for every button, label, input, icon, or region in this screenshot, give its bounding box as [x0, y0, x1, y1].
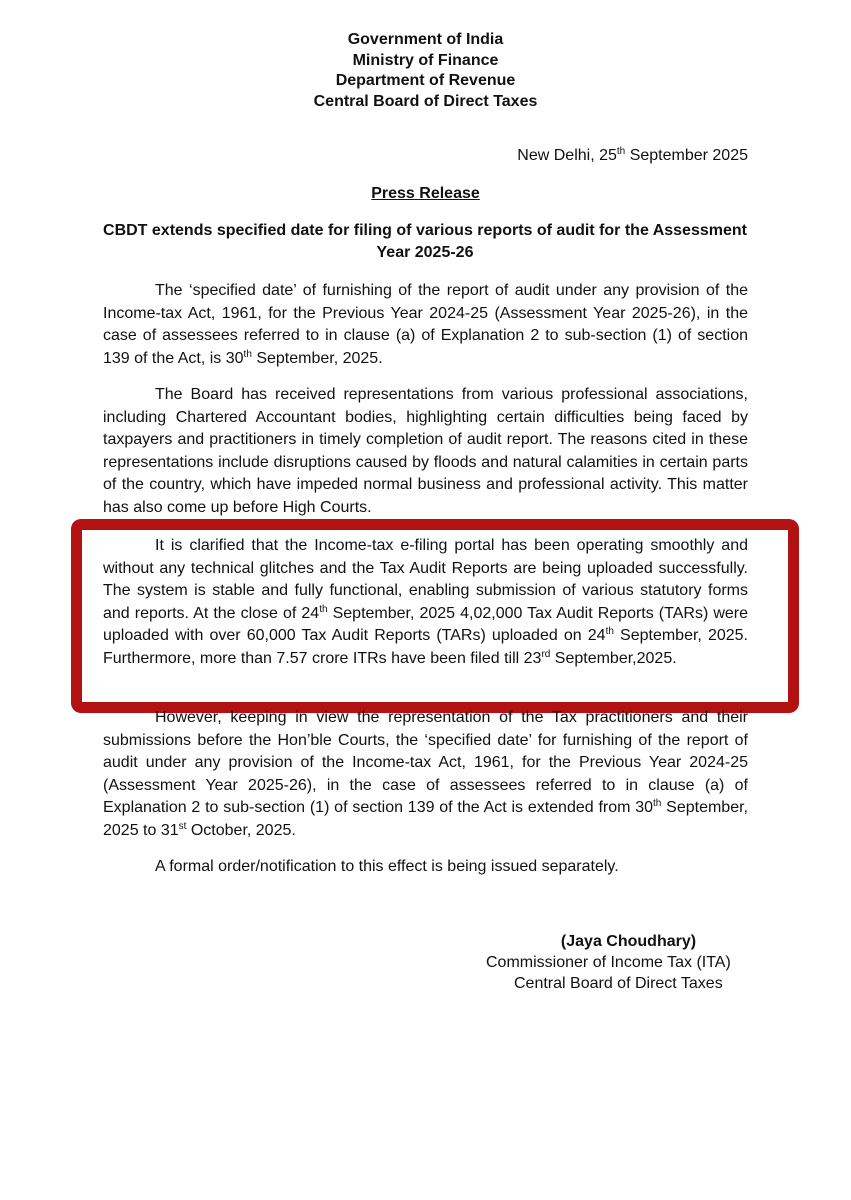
p5-text: A formal order/notification to this effect is being issued separately.: [155, 858, 619, 875]
p3-text-a: It is clarified that the Income-tax e-filing portal has been operating smoothly and without any technical glitches and the Tax Audit Reports are being uploaded successfully. The system is stable and fully functional, enabling submission of various statutory forms and reports. At the close of 24: [103, 537, 748, 622]
signatory-designation: Commissioner of Income Tax (ITA): [486, 954, 731, 971]
p3-text-d: September,2025.: [550, 649, 677, 667]
p3-text-c: September, 2025. Furthermore, more than 7.57 crore ITRs have been filed till 23: [103, 627, 749, 667]
dateline-suffix: September 2025: [625, 147, 748, 164]
p4-text-c: October, 2025.: [186, 821, 296, 839]
header-government: Government of India: [347, 31, 504, 48]
signatory-name: (Jaya Choudhary): [560, 933, 697, 950]
p4-sup-1: th: [653, 798, 662, 809]
p3-sup-3: rd: [541, 648, 551, 660]
p3-text-b: September, 2025 4,02,000 Tax Audit Reports (TARs) were uploaded with over 60,000 Tax Audit Reports (TARs) uploaded on 24: [103, 604, 749, 644]
paragraph-portal-clarification: [103, 535, 748, 670]
p3-sup-2: th: [605, 626, 614, 637]
paragraph-extension: [103, 707, 748, 842]
p4-text-b: September, 2025 to 31: [103, 799, 748, 839]
p4-text-a: However, keeping in view the representation of the Tax practitioners and their submissions before the Hon’ble Courts, the ‘specified date’ for furnishing of the report of audit under any provision of the Income-tax Act, 1961, for the Previous Year 2024-25 (Assessment Year 2025-26), in the case of assessees referred to in clause (a) of Explanation 2 to sub-section (1) of section 139 of the Act is extended from 30: [103, 709, 748, 816]
p2-text: The Board has received representations from various professional associations, including Chartered Accountant bodies, highlighting certain difficulties being faced by taxpayers and practitioners in timely completion of audit report. The reasons cited in these representations include disruptions caused by floods and natural calamities in certain parts of the country, which have impeded normal business and professional activity. This matter has also come up before High Courts.: [103, 386, 748, 516]
paragraph-representations: [103, 384, 748, 519]
letterhead: [0, 30, 851, 112]
dateline-prefix: New Delhi, 25: [517, 147, 617, 164]
dateline: [517, 146, 748, 166]
header-department: Department of Revenue: [335, 72, 516, 89]
header-ministry: Ministry of Finance: [352, 51, 499, 69]
p4-sup-2: st: [178, 820, 187, 832]
paragraph-specified-date: [103, 280, 748, 370]
dateline-sup: th: [616, 146, 626, 157]
subject-heading: CBDT extends specified date for filing of various reports of audit for the Assessment Year 2025-26: [103, 222, 747, 261]
press-release-title: Press Release: [371, 185, 480, 202]
p1-text-a: The ‘specified date’ of furnishing of the report of audit under any provision of the Income-tax Act, 1961, for the Previous Year 2024-25 (Assessment Year 2025-26), in the case of assessees referred to in clause (a) of Explanation 2 to sub-section (1) of section 139 of the Act, is 30: [103, 282, 748, 367]
signatory-organization: Central Board of Direct Taxes: [514, 975, 723, 992]
signature-block: [486, 931, 756, 994]
p1-text-b: September, 2025.: [251, 349, 383, 367]
p3-sup-1: th: [319, 603, 328, 615]
header-board: Central Board of Direct Taxes: [313, 92, 538, 110]
paragraph-formal-order: [103, 856, 748, 879]
p1-sup-1: th: [243, 348, 252, 360]
